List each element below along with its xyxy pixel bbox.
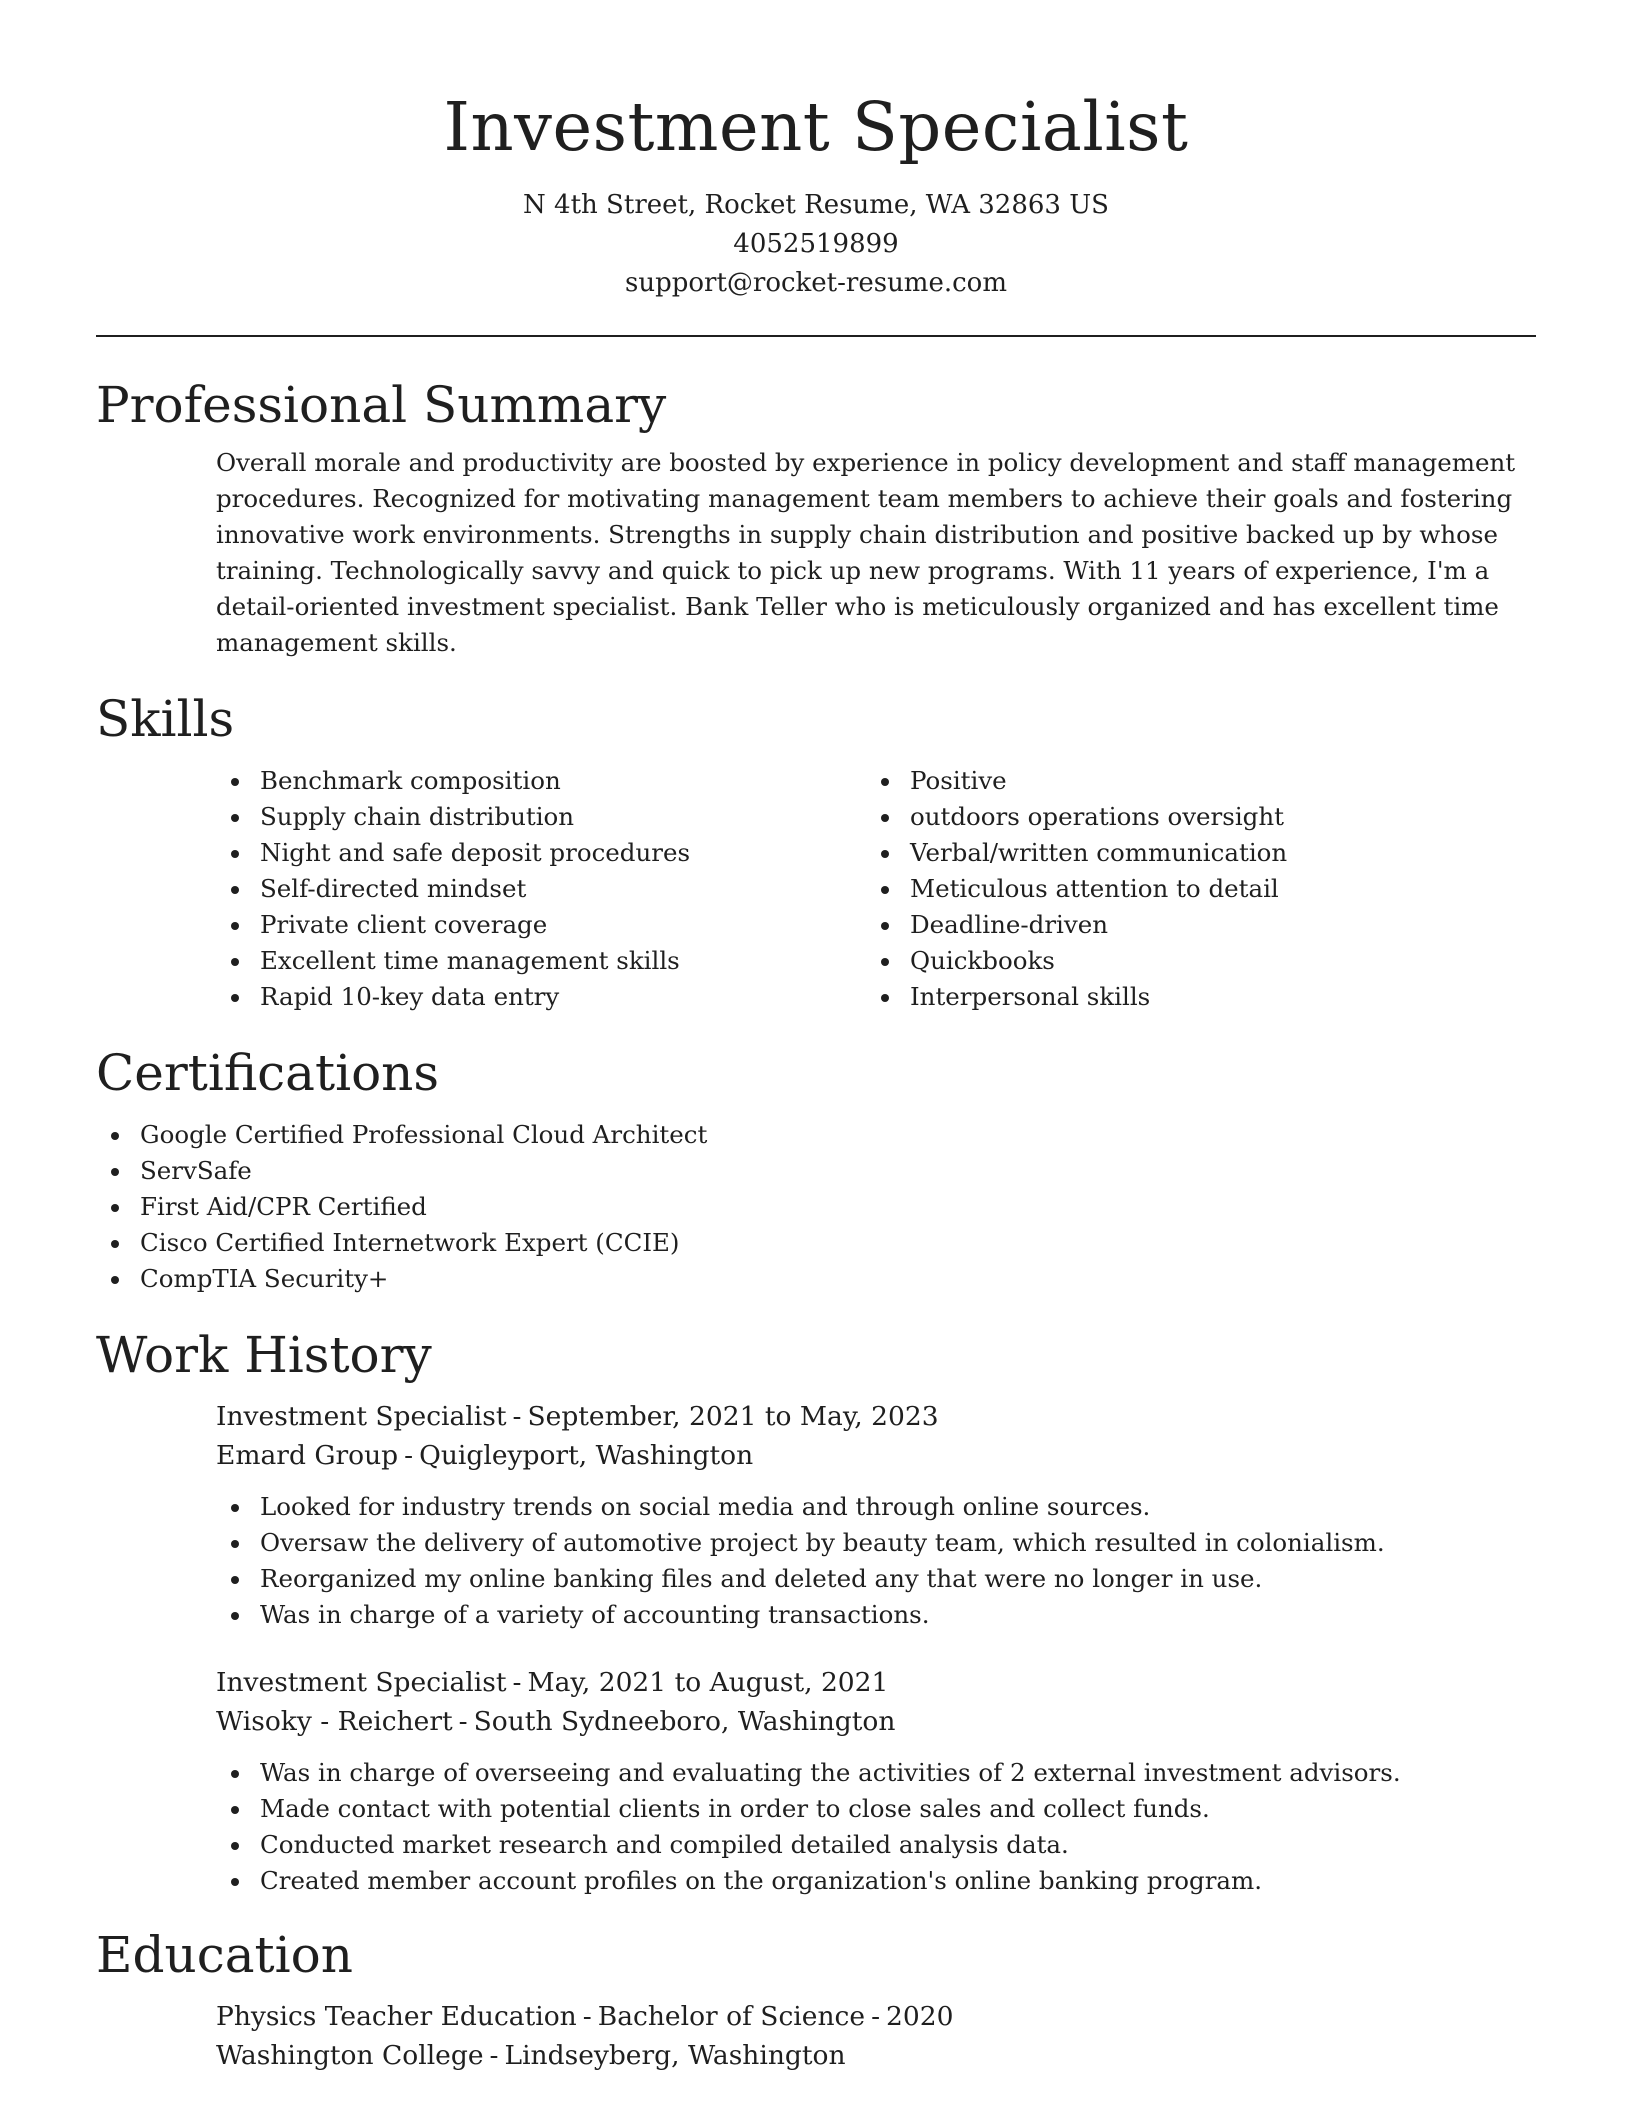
job-bullet: Created member account profiles on the organization's online banking program.	[216, 1863, 1536, 1899]
skill-item: Positive	[866, 763, 1516, 799]
education-location: Lindseyberg, Washington	[504, 2040, 846, 2071]
certification-item: CompTIA Security+	[96, 1261, 1536, 1297]
education-degree-line	[216, 1997, 1536, 2036]
skill-item: Deadline-driven	[866, 907, 1516, 943]
job-dates: September, 2021 to May, 2023	[527, 1401, 939, 1432]
education-entry	[216, 1997, 1536, 2075]
job-company: Emard Group	[216, 1440, 399, 1471]
job-bullet: Conducted market research and compiled detailed analysis data.	[216, 1827, 1536, 1863]
email-line: support@rocket-resume.com	[624, 268, 1007, 298]
skill-item: Self-directed mindset	[216, 871, 866, 907]
job-bullet: Oversaw the delivery of automotive project by beauty team, which resulted in colonialism.	[216, 1525, 1536, 1561]
skill-item: outdoors operations oversight	[866, 799, 1516, 835]
summary-text: Overall morale and productivity are boosted by experience in policy development and staff management procedures. Recognized for motivating management team members to achieve their goals and fostering innovative work environments. Strengths in supply chain distribution and positive backed up by whose training. Technologically savvy and quick to pick up new programs. With 11 years of experience, I'm a detail-oriented investment specialist. Bank Teller who is meticulously organized and has excellent time management skills.	[216, 448, 1516, 657]
certifications-list	[96, 1117, 1536, 1297]
skill-item: Benchmark composition	[216, 763, 866, 799]
skills-list-left	[216, 763, 866, 1015]
contact-block	[96, 186, 1536, 303]
separator: -	[489, 2040, 499, 2071]
job-bullet: Was in charge of a variety of accounting transactions.	[216, 1597, 1536, 1633]
certifications-heading: Certifications	[96, 1044, 440, 1102]
job-bullets	[216, 1489, 1536, 1633]
address-line: N 4th Street, Rocket Resume, WA 32863 US	[523, 190, 1109, 220]
separator: -	[458, 1706, 468, 1737]
education-field: Physics Teacher Education	[216, 2001, 577, 2032]
separator: -	[404, 1440, 414, 1471]
certification-item: ServSafe	[96, 1153, 1536, 1189]
skills-heading: Skills	[96, 690, 235, 748]
job-company-line	[216, 1436, 1536, 1475]
candidate-name: Investment Specialist	[443, 88, 1189, 166]
skill-item: Interpersonal skills	[866, 979, 1516, 1015]
resume-page	[96, 0, 1536, 2075]
summary-heading: Professional Summary	[96, 376, 667, 434]
certification-item: Cisco Certified Internetwork Expert (CCIE)	[96, 1225, 1536, 1261]
job-entry	[216, 1663, 1536, 1899]
certifications-section	[96, 1043, 1536, 1297]
education-school-line	[216, 2036, 1536, 2075]
job-company: Wisoky - Reichert	[216, 1706, 453, 1737]
job-location: South Sydneeboro, Washington	[473, 1706, 896, 1737]
education-container	[216, 1997, 1536, 2075]
summary-section	[96, 375, 1536, 661]
job-bullet: Reorganized my online banking files and deleted any that were no longer in use.	[216, 1561, 1536, 1597]
skill-item: Rapid 10-key data entry	[216, 979, 866, 1015]
skill-item: Private client coverage	[216, 907, 866, 943]
job-bullet: Was in charge of overseeing and evaluating the activities of 2 external investment advisors.	[216, 1755, 1536, 1791]
certification-item: First Aid/CPR Certified	[96, 1189, 1536, 1225]
header-divider	[96, 335, 1536, 337]
separator: -	[582, 2001, 592, 2032]
phone-line: 4052519899	[733, 229, 899, 259]
jobs-container	[216, 1397, 1536, 1899]
skills-list-right	[866, 763, 1516, 1015]
education-school: Washington College	[216, 2040, 484, 2071]
work-section	[96, 1325, 1536, 1899]
skill-item: Quickbooks	[866, 943, 1516, 979]
job-title-line	[216, 1663, 1536, 1702]
job-bullet: Looked for industry trends on social media and through online sources.	[216, 1489, 1536, 1525]
job-bullets	[216, 1755, 1536, 1899]
job-role: Investment Specialist	[216, 1667, 507, 1698]
skills-section	[96, 689, 1536, 1015]
skills-grid	[216, 763, 1536, 1015]
separator: -	[871, 2001, 881, 2032]
job-role: Investment Specialist	[216, 1401, 507, 1432]
education-heading: Education	[96, 1926, 353, 1984]
resume-header	[96, 0, 1536, 303]
job-location: Quigleyport, Washington	[419, 1440, 754, 1471]
job-title-line	[216, 1397, 1536, 1436]
skill-item: Supply chain distribution	[216, 799, 866, 835]
job-bullet: Made contact with potential clients in order to close sales and collect funds.	[216, 1791, 1536, 1827]
education-section	[96, 1925, 1536, 2075]
separator: -	[512, 1667, 522, 1698]
education-year: 2020	[886, 2001, 954, 2032]
job-company-line	[216, 1702, 1536, 1741]
separator: -	[512, 1401, 522, 1432]
job-entry	[216, 1397, 1536, 1633]
skill-item: Meticulous attention to detail	[866, 871, 1516, 907]
job-dates: May, 2021 to August, 2021	[527, 1667, 889, 1698]
education-degree: Bachelor of Science	[597, 2001, 866, 2032]
work-heading: Work History	[96, 1326, 432, 1384]
skill-item: Verbal/written communication	[866, 835, 1516, 871]
skill-item: Excellent time management skills	[216, 943, 866, 979]
certification-item: Google Certified Professional Cloud Architect	[96, 1117, 1536, 1153]
skill-item: Night and safe deposit procedures	[216, 835, 866, 871]
